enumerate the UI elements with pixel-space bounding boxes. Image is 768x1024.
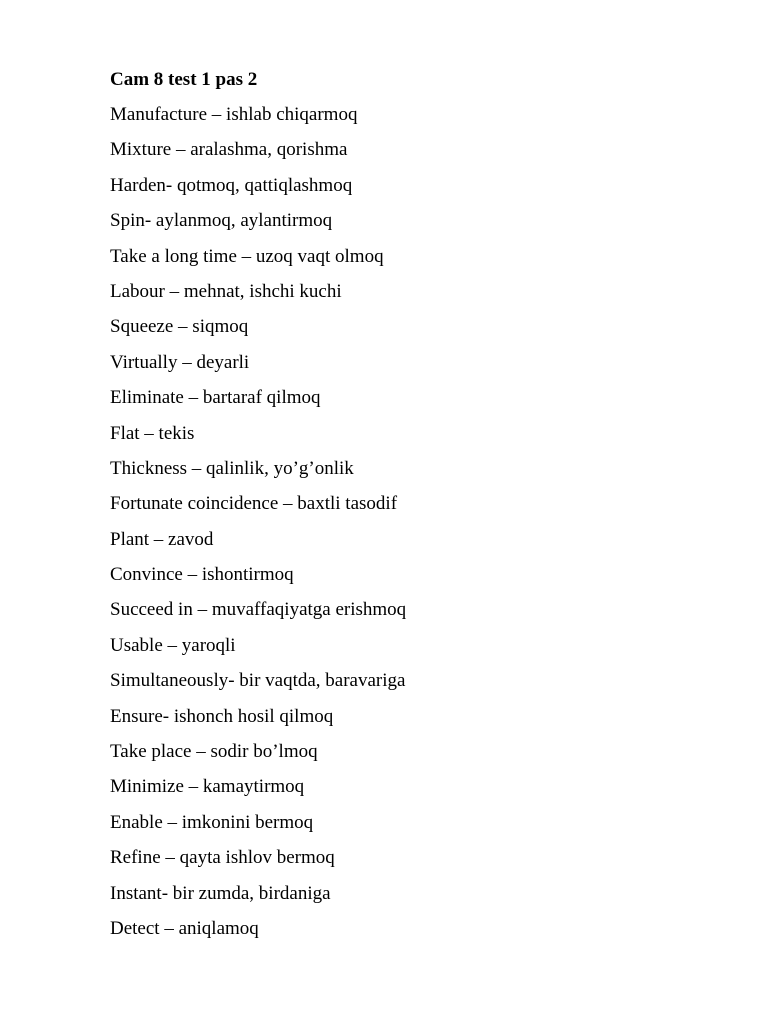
vocabulary-entry: Flat – tekis	[110, 422, 195, 444]
vocabulary-entry: Virtually – deyarli	[110, 351, 250, 373]
vocabulary-list	[110, 103, 406, 952]
document-title: Cam 8 test 1 pas 2	[110, 69, 258, 90]
vocabulary-entry: Minimize – kamaytirmoq	[110, 776, 305, 798]
vocabulary-entry: Usable – yaroqli	[110, 634, 236, 656]
vocabulary-entry: Thickness – qalinlik, yo’g’onlik	[110, 457, 354, 479]
vocabulary-entry: Enable – imkonini bermoq	[110, 811, 314, 833]
vocabulary-entry: Plant – zavod	[110, 528, 214, 550]
vocabulary-entry: Spin- aylanmoq, aylantirmoq	[110, 210, 333, 232]
vocabulary-entry: Ensure- ishonch hosil qilmoq	[110, 705, 334, 727]
vocabulary-entry: Detect – aniqlamoq	[110, 917, 259, 939]
vocabulary-entry: Refine – qayta ishlov bermoq	[110, 847, 335, 869]
vocabulary-entry: Take place – sodir bo’lmoq	[110, 741, 318, 763]
vocabulary-entry: Eliminate – bartaraf qilmoq	[110, 387, 321, 409]
vocabulary-entry: Harden- qotmoq, qattiqlashmoq	[110, 174, 353, 196]
vocabulary-entry: Labour – mehnat, ishchi kuchi	[110, 280, 342, 302]
vocabulary-entry: Instant- bir zumda, birdaniga	[110, 882, 331, 904]
vocabulary-entry: Mixture – aralashma, qorishma	[110, 139, 348, 161]
vocabulary-entry: Convince – ishontirmoq	[110, 564, 294, 586]
vocabulary-entry: Fortunate coincidence – baxtli tasodif	[110, 493, 398, 515]
vocabulary-entry: Succeed in – muvaffaqiyatga erishmoq	[110, 599, 407, 621]
vocabulary-entry: Take a long time – uzoq vaqt olmoq	[110, 245, 384, 267]
vocabulary-entry: Simultaneously- bir vaqtda, baravariga	[110, 670, 406, 692]
vocabulary-entry: Manufacture – ishlab chiqarmoq	[110, 104, 358, 125]
vocabulary-entry: Squeeze – siqmoq	[110, 316, 249, 338]
